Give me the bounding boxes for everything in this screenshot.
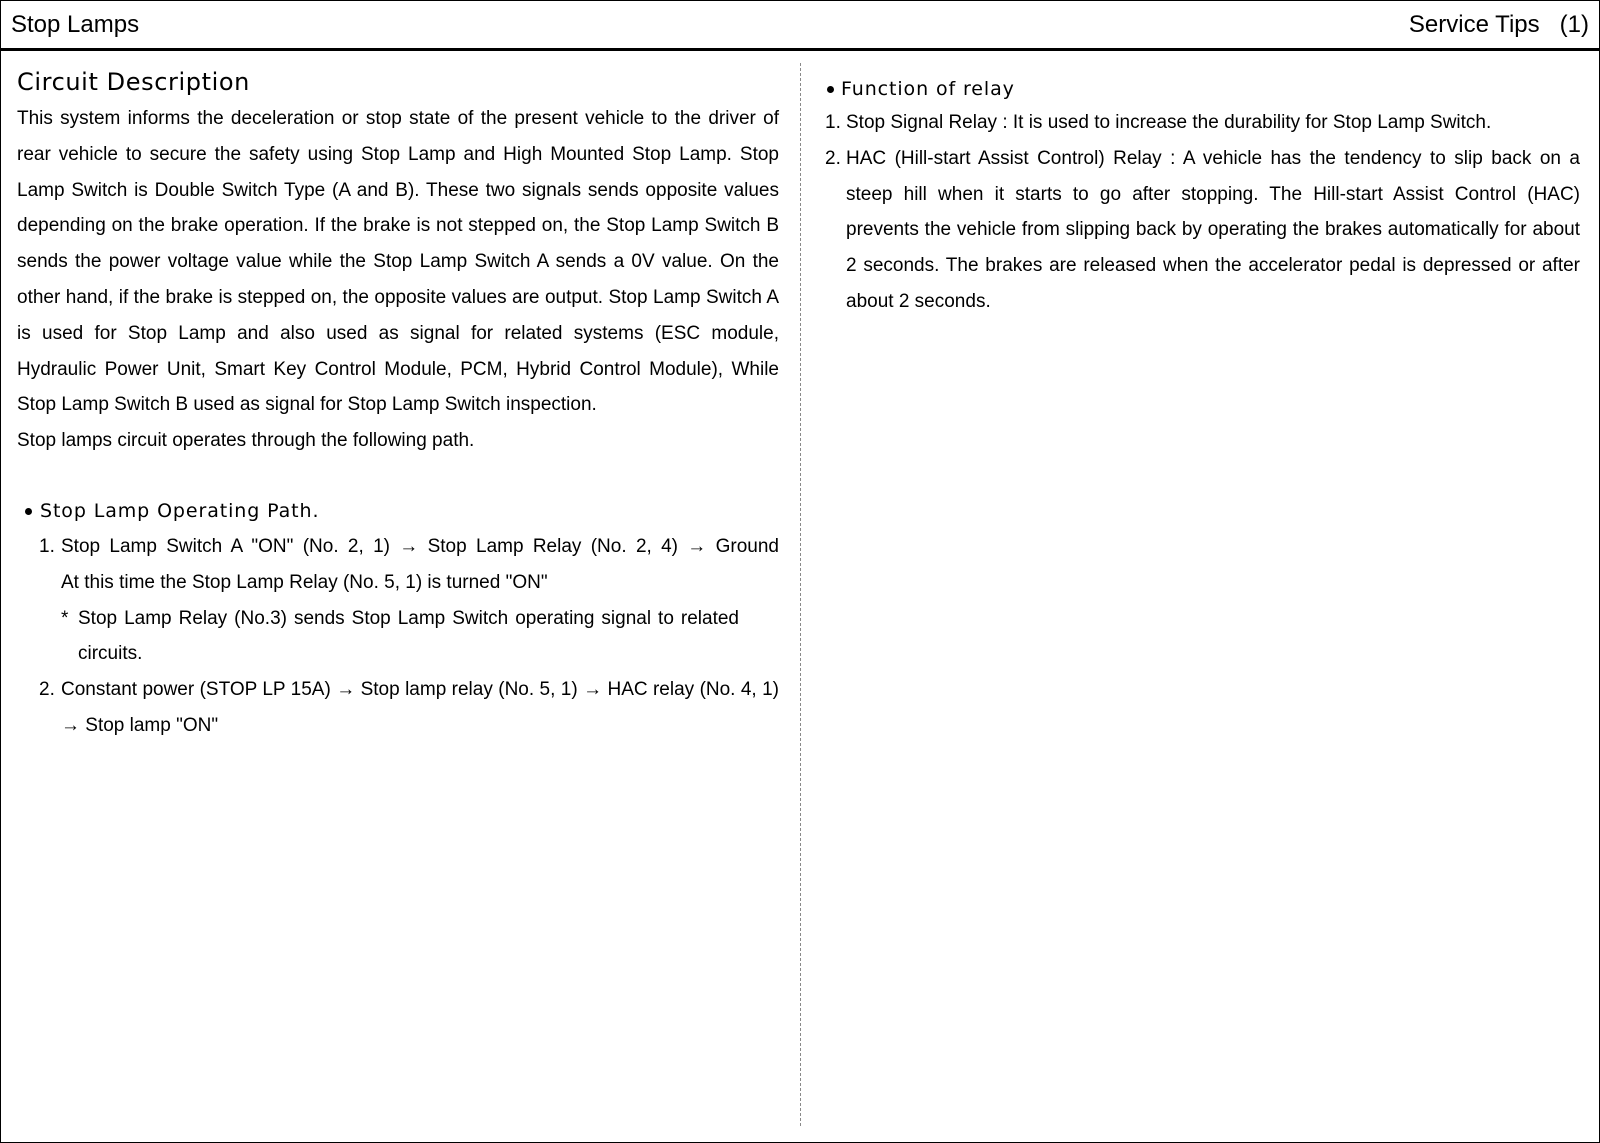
section-name: Service Tips	[1408, 11, 1540, 38]
relay-item-1	[825, 105, 1580, 141]
path-item-note	[61, 601, 779, 673]
operating-path-section	[17, 493, 779, 744]
note-text: Stop Lamp Relay (No.3) sends Stop Lamp Switch operating signal to related circuits.	[78, 607, 739, 665]
path-item-1	[17, 529, 779, 672]
path-item-2	[17, 672, 779, 744]
path-item-number: 2.	[39, 679, 55, 701]
circuit-description-heading: Circuit Description	[17, 68, 250, 96]
circuit-description-paragraph: This system informs the deceleration or stop state of the present vehicle to the driver of rear vehicle to secure the safety using Stop Lamp and High Mounted Stop Lamp. Stop Lamp Switch is Double Switch Type (A and B). These two signals sends opposite values depending on the brake operation. If the brake is not stepped on, the Stop Lamp Switch B sends the power voltage value while the Stop Lamp Switch A sends a 0V value. On the other hand, if the brake is stepped on, the opposite values are output. Stop Lamp Switch A is used for Stop Lamp and also used as signal for related systems (ESC module, Hydraulic Power Unit, Smart Key Control Module, PCM, Hybrid Control Module), While Stop Lamp Switch B used as signal for Stop Lamp Switch inspection.	[17, 108, 779, 416]
bullet-icon	[25, 508, 32, 515]
bullet-icon	[827, 86, 834, 93]
path-item-subtext: At this time the Stop Lamp Relay (No. 5, 1) is turned "ON"	[61, 571, 548, 593]
page-header	[1, 1, 1599, 51]
relay-item-number: 1.	[825, 112, 841, 133]
relay-item-text: HAC (Hill-start Assist Control) Relay : A vehicle has the tendency to slip back on a steep hill when it starts to go after stopping. The Hill-start Assist Control (HAC) prevents the vehicle from slipping back by operating the brakes automatically for about 2 seconds. The brakes are released when the accelerator pedal is depressed or after about 2 seconds.	[846, 147, 1580, 312]
path-item-number: 1.	[39, 535, 55, 557]
page-title: Stop Lamps	[11, 11, 140, 38]
page-number: (1)	[1559, 11, 1589, 38]
relay-item-2	[825, 141, 1580, 320]
relay-function-heading-text: Function of relay	[841, 78, 1015, 100]
operating-path-heading	[17, 493, 779, 529]
operating-path-heading-text: Stop Lamp Operating Path.	[40, 499, 320, 522]
relay-item-text: Stop Signal Relay : It is used to increase the durability for Stop Lamp Switch.	[846, 112, 1492, 133]
path-item-text: Stop Lamp Switch A "ON" (No. 2, 1) → Stop Lamp Relay (No. 2, 4) → Ground	[61, 535, 779, 557]
circuit-path-intro: Stop lamps circuit operates through the following path.	[17, 430, 475, 452]
relay-function-column	[825, 71, 1580, 320]
path-item-text: Constant power (STOP LP 15A) → Stop lamp relay (No. 5, 1) → HAC relay (No. 4, 1) → Stop lamp "ON"	[61, 679, 779, 736]
relay-item-number: 2.	[825, 147, 841, 169]
note-asterisk: *	[61, 607, 69, 629]
section-label	[1409, 11, 1589, 39]
column-divider	[800, 63, 801, 1126]
relay-function-heading	[825, 71, 1580, 107]
circuit-description-column	[17, 65, 779, 744]
